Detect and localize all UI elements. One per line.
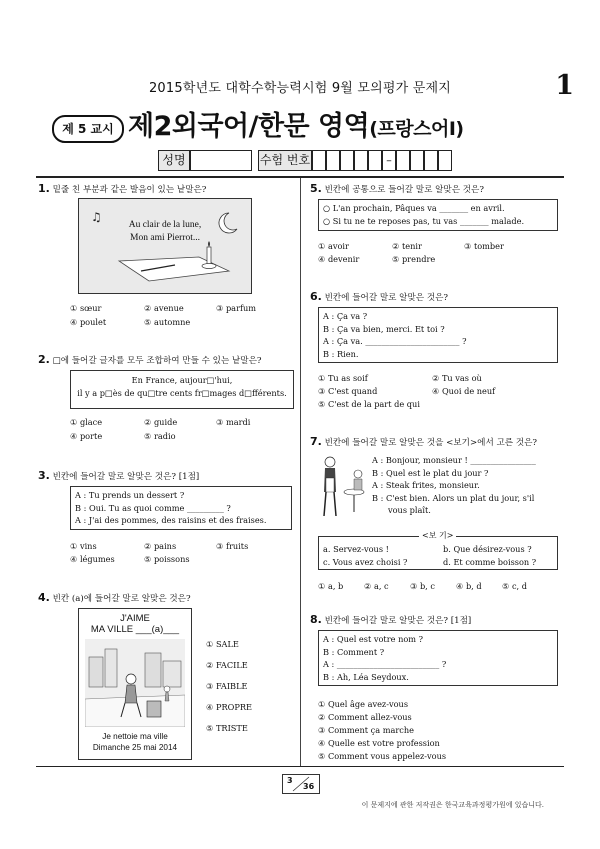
dialog-line: A : _________________________ ? <box>323 659 447 669</box>
option[interactable]: ② guide <box>144 417 178 427</box>
option[interactable]: ③ tomber <box>464 241 504 251</box>
option[interactable]: ④ PROPRE <box>206 702 252 712</box>
q7-dialog <box>372 454 562 517</box>
poster-title <box>79 613 191 635</box>
question-number: 2. <box>38 353 50 366</box>
exam-number-dash: – <box>382 150 396 171</box>
page-indicator <box>282 774 320 794</box>
option[interactable]: ④ Quoi de neuf <box>432 386 496 396</box>
subject-main: 제2외국어/한문 영역 <box>128 111 370 142</box>
option[interactable]: ④ Quelle est votre profession <box>318 738 440 748</box>
exam-number-digit[interactable] <box>424 150 438 171</box>
subject-sub: (프랑스어Ⅰ) <box>369 118 464 140</box>
question-text: 밑줄 친 부분과 같은 발음이 있는 낱말은? <box>52 185 207 195</box>
example-item: c. Vous avez choisi ? <box>323 557 408 567</box>
question-number: 8. <box>310 613 322 626</box>
svg-text:♫: ♫ <box>91 210 102 224</box>
dialog-line: A : Steak frites, monsieur. <box>372 480 480 490</box>
q7-example-box <box>318 531 558 570</box>
q5-passage-box <box>318 199 558 231</box>
option[interactable]: ④ poulet <box>70 317 107 327</box>
option[interactable]: ② FACILE <box>206 660 248 670</box>
dialog-line: B : Quel est le plat du jour ? <box>372 467 489 478</box>
session-badge: 제 5 교시 <box>52 115 124 143</box>
option[interactable]: ① avoir <box>318 241 349 251</box>
q7-illustration <box>318 452 366 522</box>
option[interactable]: ④ porte <box>70 431 103 441</box>
option[interactable]: ⑤ automne <box>144 317 191 327</box>
q8-dialog-box <box>318 630 558 686</box>
exam-number-digit[interactable] <box>396 150 410 171</box>
question-text: 빈칸에 들어갈 말로 알맞은 것은? <box>324 293 449 303</box>
option[interactable]: ④ b, d <box>456 581 482 591</box>
option[interactable]: ① vins <box>70 541 97 551</box>
example-item: d. Et comme boisson ? <box>443 557 537 567</box>
option[interactable]: ① glace <box>70 417 103 427</box>
option[interactable]: ⑤ TRISTE <box>206 723 248 733</box>
dialog-line: B : Comment ? <box>323 646 385 657</box>
question-text: 빈칸 (a)에 들어갈 말로 알맞은 것은? <box>52 594 191 604</box>
option[interactable]: ③ C'est quand <box>318 386 378 396</box>
question-6-stem <box>310 291 448 304</box>
dialog-line: B : Rien. <box>323 348 359 359</box>
option[interactable]: ② tenir <box>392 241 422 251</box>
question-text: 빈칸에 들어갈 말로 알맞은 것은? [1점] <box>52 472 200 482</box>
option[interactable]: ③ b, c <box>410 581 435 591</box>
name-field[interactable] <box>190 150 252 171</box>
dialog-line: B : C'est bien. Alors un plat du jour, s'il <box>372 492 535 503</box>
question-number: 4. <box>38 591 50 604</box>
dialog-line: A : Bonjour, monsieur ! ________________ <box>372 455 536 465</box>
page-total: 36 <box>303 782 315 791</box>
option[interactable]: ⑤ radio <box>144 431 176 441</box>
option[interactable]: ③ fruits <box>216 541 249 551</box>
exam-number-digit[interactable] <box>354 150 368 171</box>
moonlit-table-icon <box>79 199 251 293</box>
city-cleanup-icon <box>85 639 185 727</box>
q4-poster <box>78 608 192 760</box>
question-4-stem <box>38 592 191 605</box>
q3-dialog-box <box>70 486 292 530</box>
dialog-line: B : Ah, Léa Seydoux. <box>323 671 409 682</box>
footer-rule <box>36 766 564 767</box>
dialog-line: B : Ça va bien, merci. Et toi ? <box>323 323 445 334</box>
question-8-stem <box>310 614 471 627</box>
poster-caption-line: Dimanche 25 mai 2014 <box>92 743 178 752</box>
song-line: Au clair de la lune, <box>128 220 202 230</box>
exam-number-digit[interactable] <box>438 150 452 171</box>
option[interactable]: ⑤ c, d <box>502 581 527 591</box>
dialog-line: A : Ça va ? <box>323 311 368 321</box>
poster-title-line: J'AIME <box>120 613 150 624</box>
name-label: 성명 <box>158 150 190 171</box>
question-7-stem <box>310 436 537 449</box>
exam-number-digit[interactable] <box>340 150 354 171</box>
subject-title <box>128 104 464 143</box>
option[interactable]: ① a, b <box>318 581 344 591</box>
question-5-stem <box>310 183 484 196</box>
question-number: 1. <box>38 182 50 195</box>
option[interactable]: ① SALE <box>206 639 239 649</box>
option[interactable]: ③ Comment ça marche <box>318 725 415 735</box>
dialog-line: A : J'ai des pommes, des raisins et des fraises. <box>75 515 267 525</box>
passage-line: ○ L'an prochain, Pâques va _______ en avril. <box>323 203 505 213</box>
dialog-line: B : Oui. Tu as quoi comme _________ ? <box>75 502 231 513</box>
song-line: Mon ami Pierrot... <box>130 233 200 243</box>
poster-caption-line: Je nettoie ma ville <box>102 732 168 741</box>
question-text: 빈칸에 공통으로 들어갈 말로 알맞은 것은? <box>324 185 484 195</box>
exam-title: 2015학년도 대학수학능력시험 9월 모의평가 문제지 <box>148 81 452 96</box>
question-number: 5. <box>310 182 322 195</box>
question-text: 빈칸에 들어갈 말로 알맞은 것을 <보기>에서 고른 것은? <box>324 438 538 448</box>
exam-number-label: 수험 번호 <box>258 150 312 171</box>
exam-number-digit[interactable] <box>312 150 326 171</box>
example-box-title: <보 기> <box>419 530 456 541</box>
poster-title-line: MA VILLE ___(a)___ <box>90 624 180 635</box>
option[interactable]: ④ devenir <box>318 254 360 264</box>
option[interactable]: ① Quel âge avez-vous <box>318 699 409 709</box>
option[interactable]: ③ FAIBLE <box>206 681 248 691</box>
option[interactable]: ⑤ poissons <box>144 554 190 564</box>
question-number: 6. <box>310 290 322 303</box>
q2-passage-box <box>70 370 294 409</box>
option[interactable]: ③ mardi <box>216 417 251 427</box>
exam-number-digit[interactable] <box>368 150 382 171</box>
dialog-line: A : Ça va. _______________________ ? <box>323 336 467 346</box>
option[interactable]: ③ parfum <box>216 303 257 313</box>
page-number: 1 <box>555 70 574 101</box>
option[interactable]: ⑤ C'est de la part de qui <box>318 399 420 409</box>
poster-caption <box>79 731 191 753</box>
dialog-line: vous plaît. <box>388 505 431 515</box>
option[interactable]: ② Tu vas où <box>432 373 482 383</box>
option[interactable]: ⑤ prendre <box>392 254 436 264</box>
option[interactable]: ⑤ Comment vous appelez-vous <box>318 751 447 761</box>
q6-dialog-box <box>318 307 558 363</box>
exam-number-digit[interactable] <box>326 150 340 171</box>
column-divider <box>300 178 301 766</box>
passage-line: En France, aujour□'hui, <box>131 375 233 385</box>
copyright-notice: 이 문제지에 관한 저작권은 한국교육과정평가원에 있습니다. <box>361 801 544 809</box>
example-item: b. Que désirez-vous ? <box>443 544 532 554</box>
passage-line: ○ Si tu ne te reposes pas, tu vas _______ malade. <box>323 215 525 226</box>
waiter-customer-icon <box>318 452 366 522</box>
question-text: □에 들어갈 글자를 모두 조합하여 만들 수 있는 낱말은? <box>52 356 262 366</box>
option[interactable]: ④ légumes <box>70 554 115 564</box>
option[interactable]: ① Tu as soif <box>318 373 368 383</box>
question-1-stem <box>38 183 206 196</box>
question-number: 7. <box>310 435 322 448</box>
page-current: 3 <box>287 776 293 785</box>
option[interactable]: ② a, c <box>364 581 389 591</box>
exam-number-digit[interactable] <box>410 150 424 171</box>
question-3-stem <box>38 470 199 483</box>
question-text: 빈칸에 들어갈 말로 알맞은 것은? [1점] <box>324 616 472 626</box>
question-number: 3. <box>38 469 50 482</box>
example-item: a. Servez-vous ! <box>323 544 389 554</box>
question-2-stem <box>38 354 262 367</box>
q1-illustration <box>78 198 252 294</box>
song-lyrics <box>79 219 251 245</box>
option[interactable]: ② pains <box>144 541 177 551</box>
option[interactable]: ② Comment allez-vous <box>318 712 412 722</box>
option[interactable]: ① sœur <box>70 303 102 313</box>
option[interactable]: ② avenue <box>144 303 184 313</box>
passage-line: il y a p□ès de qu□tre cents fr□mages d□fférents. <box>77 388 287 398</box>
dialog-line: A : Quel est votre nom ? <box>323 634 424 644</box>
dialog-line: A : Tu prends un dessert ? <box>75 490 185 500</box>
